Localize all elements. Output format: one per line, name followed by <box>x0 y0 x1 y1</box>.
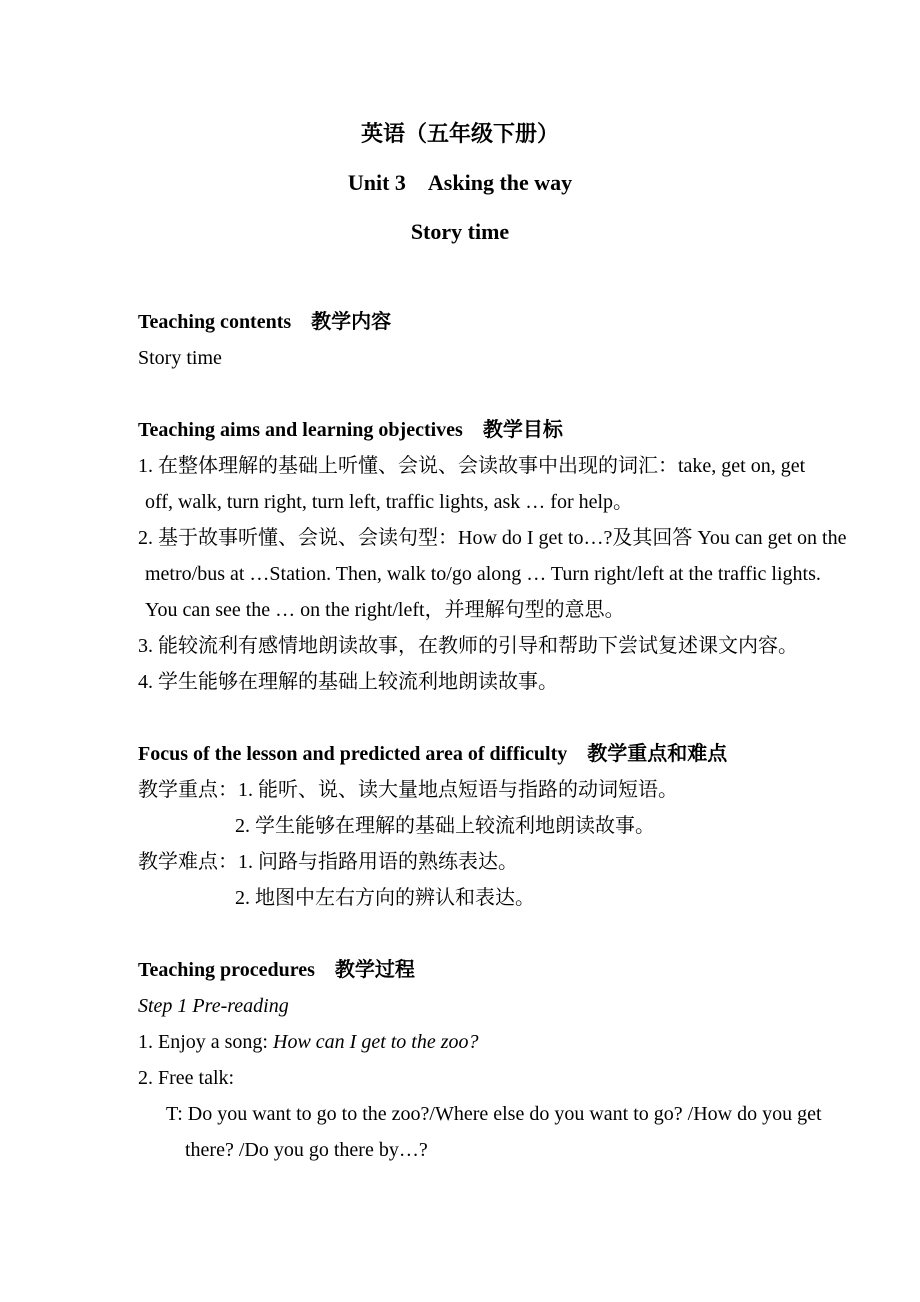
teaching-contents-body: Story time <box>138 347 222 369</box>
key-points-line-2: 2. 学生能够在理解的基础上较流利地朗读故事。 <box>235 815 655 837</box>
teaching-contents-heading: Teaching contents 教学内容 <box>138 311 392 333</box>
difficulties-line-2: 2. 地图中左右方向的辨认和表达。 <box>235 887 535 909</box>
enjoy-a-song-prefix: 1. Enjoy a song: <box>138 1031 273 1053</box>
aims-item-3: 3. 能较流利有感情地朗读故事，在教师的引导和帮助下尝试复述课文内容。 <box>138 635 798 657</box>
aims-item-2-line-1: 2. 基于故事听懂、会说、会读句型：How do I get to…?及其回答 You can get on the <box>138 527 847 549</box>
course-title: 英语（五年级下册） <box>360 121 559 146</box>
lesson-title: Story time <box>410 219 510 244</box>
teacher-talk-line-1: T: Do you want to go to the zoo?/Where else do you want to go? /How do you get <box>166 1103 822 1125</box>
document-content <box>138 0 847 1168</box>
aims-item-2-line-3: You can see the … on the right/left，并理解句型的意思。 <box>145 599 625 621</box>
aims-item-1-line-1: 1. 在整体理解的基础上听懂、会说、会读故事中出现的词汇：take, get on, get <box>138 455 806 477</box>
song-title: How can I get to the zoo? <box>273 1031 479 1053</box>
aims-item-4: 4. 学生能够在理解的基础上较流利地朗读故事。 <box>138 671 558 693</box>
aims-item-2-line-2: metro/bus at …Station. Then, walk to/go along … Turn right/left at the traffic lights. <box>145 563 821 585</box>
key-points-line-1: 教学重点：1. 能听、说、读大量地点短语与指路的动词短语。 <box>138 779 678 801</box>
teacher-talk-line-2: there? /Do you go there by…? <box>185 1139 428 1161</box>
teaching-aims-heading: Teaching aims and learning objectives 教学目标 <box>138 419 563 441</box>
difficulties-line-1: 教学难点：1. 问路与指路用语的熟练表达。 <box>138 851 518 873</box>
aims-item-1-line-2: off, walk, turn right, turn left, traffic lights, ask … for help。 <box>145 491 634 513</box>
teaching-procedures-heading: Teaching procedures 教学过程 <box>138 959 415 981</box>
enjoy-a-song-line <box>138 1024 798 1060</box>
unit-title: Unit 3 Asking the way <box>347 170 573 195</box>
step-1-heading: Step 1 Pre-reading <box>138 995 289 1017</box>
focus-heading: Focus of the lesson and predicted area of difficulty 教学重点和难点 <box>138 743 728 765</box>
title-block <box>138 0 782 256</box>
free-talk-line: 2. Free talk: <box>138 1067 235 1089</box>
